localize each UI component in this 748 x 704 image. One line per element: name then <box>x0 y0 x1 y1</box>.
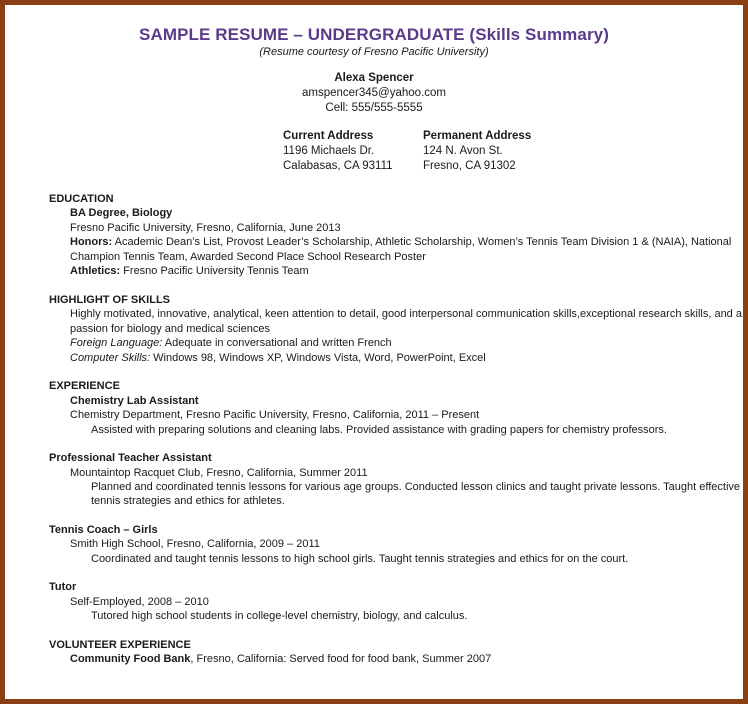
volunteer-heading: VOLUNTEER EXPERIENCE <box>49 639 191 651</box>
athletics-label: Athletics: <box>70 265 121 277</box>
current-address <box>283 129 393 174</box>
honors-text: Academic Dean’s List, Provost Leader’s Scholarship, Athletic Scholarship, Women’s Tennis Team Division 1 & (NAIA), National <box>112 236 732 248</box>
job-description-cont: tennis strategies and ethics for athletes. <box>91 495 285 507</box>
applicant-email: amspencer345@yahoo.com <box>301 87 446 99</box>
job-description: Assisted with preparing solutions and cleaning labs. Provided assistance with grading papers for chemistry professors. <box>91 424 667 436</box>
job-description: Planned and coordinated tennis lessons for various age groups. Conducted lesson clinics and taught private lessons. Taught effective <box>91 481 741 493</box>
job-title: Tennis Coach – Girls <box>49 524 158 536</box>
education-school: Fresno Pacific University, Fresno, California, June 2013 <box>70 222 341 234</box>
honors-label: Honors: <box>70 236 113 248</box>
skills-summary: Highly motivated, innovative, analytical, keen attention to detail, good interpersonal communication skills,exceptional research skills, and a <box>70 308 742 320</box>
resume-subtitle: (Resume courtesy of Fresno Pacific University) <box>259 46 489 58</box>
job-title: Tutor <box>49 581 77 593</box>
job-title: Professional Teacher Assistant <box>49 452 212 464</box>
job-description: Tutored high school students in college-level chemistry, biology, and calculus. <box>91 610 468 622</box>
resume-page <box>5 5 743 699</box>
contact-block <box>5 71 743 116</box>
language-label: Foreign Language: <box>70 337 163 349</box>
applicant-cell: Cell: 555/555-5555 <box>325 102 423 114</box>
permanent-address-line1: 124 N. Avon St. <box>423 145 503 157</box>
language-text: Adequate in conversational and written French <box>162 337 392 349</box>
skills-summary-cont: passion for biology and medical sciences <box>70 323 270 335</box>
permanent-address-heading: Permanent Address <box>423 130 532 142</box>
permanent-address-line2: Fresno, CA 91302 <box>423 160 516 172</box>
volunteer-org: Community Food Bank <box>70 653 191 665</box>
current-address-line1: 1196 Michaels Dr. <box>283 145 375 157</box>
volunteer-entry <box>70 652 491 667</box>
job-description: Coordinated and taught tennis lessons to high school girls. Taught tennis strategies and ethics for on the court. <box>91 553 629 565</box>
applicant-name: Alexa Spencer <box>334 72 414 84</box>
education-athletics <box>70 264 309 279</box>
skills-heading: HIGHLIGHT OF SKILLS <box>49 294 170 306</box>
education-degree: BA Degree, Biology <box>70 207 173 219</box>
skills-computer <box>70 351 486 366</box>
job-place: Smith High School, Fresno, California, 2009 – 2011 <box>70 538 320 550</box>
current-address-heading: Current Address <box>283 130 374 142</box>
skills-language <box>70 336 392 351</box>
volunteer-text: , Fresno, California: Served food for food bank, Summer 2007 <box>190 653 492 665</box>
athletics-text: Fresno Pacific University Tennis Team <box>120 265 309 277</box>
experience-heading: EXPERIENCE <box>49 380 120 392</box>
resume-title: SAMPLE RESUME – UNDERGRADUATE (Skills Summary) <box>139 25 609 44</box>
job-place: Self-Employed, 2008 – 2010 <box>70 596 209 608</box>
job-place: Chemistry Department, Fresno Pacific University, Fresno, California, 2011 – Present <box>70 409 480 421</box>
job-place: Mountaintop Racquet Club, Fresno, California, Summer 2011 <box>70 467 368 479</box>
education-heading: EDUCATION <box>49 193 114 205</box>
education-honors-cont: Champion Tennis Team, Awarded Second Place School Research Poster <box>70 251 426 263</box>
education-honors <box>70 235 731 250</box>
computer-label: Computer Skills: <box>70 352 151 364</box>
current-address-line2: Calabasas, CA 93111 <box>283 160 393 172</box>
permanent-address <box>423 129 531 174</box>
job-title: Chemistry Lab Assistant <box>70 395 199 407</box>
computer-text: Windows 98, Windows XP, Windows Vista, Word, PowerPoint, Excel <box>150 352 486 364</box>
